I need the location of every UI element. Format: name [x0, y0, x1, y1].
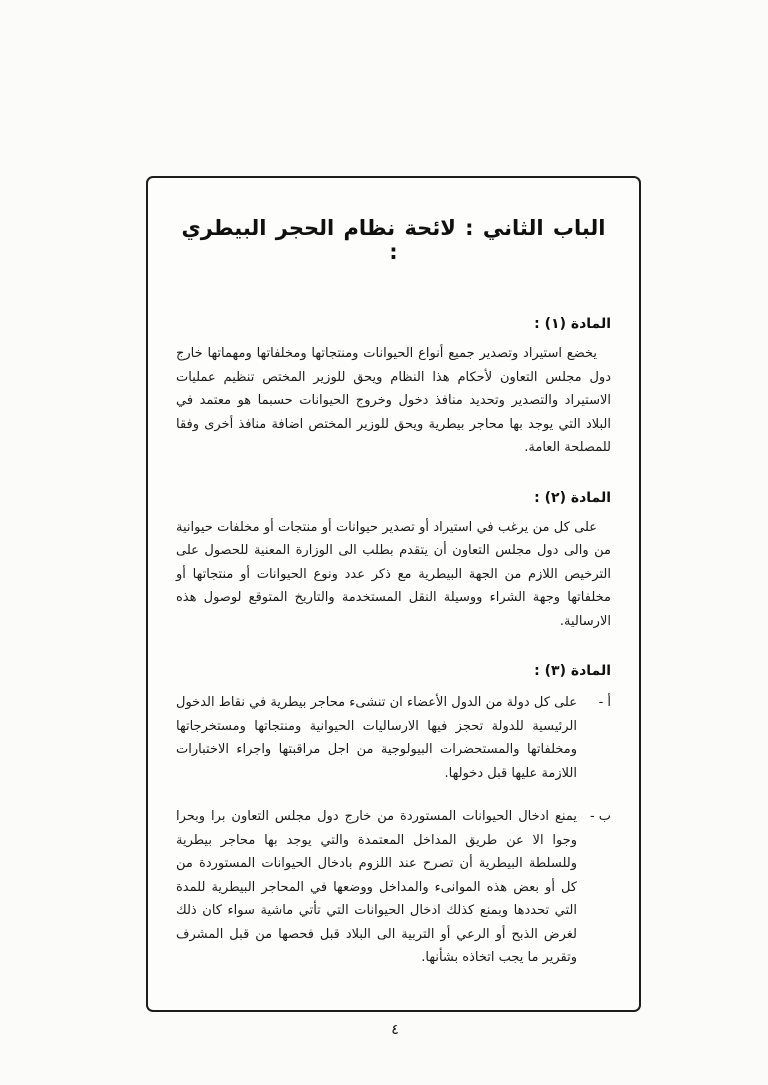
item-a-marker: أ - — [598, 695, 611, 710]
article-2-heading: المادة (٢) : — [534, 489, 611, 506]
article-2-body: على كل من يرغب في استيراد أو تصدير حيوانات أو منتجات أو مخلفات حيوانية من والى دول مجلس التعاون أن يتقدم بطلب الى الوزارة المعنية للحصول على الترخيص اللازم من الجهة البيطرية مع ذكر عدد ونوع الحيوانات أو منتجاتها أو مخلفاتها وجهة الشراء ووسيلة النقل المستخدمة والتاريخ المتوقع لوصول هذه الارسالية. — [176, 519, 611, 629]
article-3-heading: المادة (٣) : — [534, 663, 611, 679]
item-b-body: يمنع ادخال الحيوانات المستوردة من خارج دول مجلس التعاون برا وبحرا وجوا الا عن طريق المداخل المعتمدة والتي يوجد بها محاجر بيطرية وللسلطة البيطرية أن تصرح عند اللزوم بادخال الحيوانات المستوردة من كل أو بعض هذه الموانىء والمداخل ووضعها في المحاجر البيطرية للمدة التي تحددها وبمنع كذلك ادخال الحيوانات التي تأتي ماشية سواء كان ذلك لغرض الذبح أو الرعي أو التربية الى البلاد قبل فحصها من قبل المشرف وتقرير ما يجب اتخاذه بشأنها. — [176, 809, 577, 965]
item-a-body: على كل دولة من الدول الأعضاء ان تنشىء محاجر بيطرية في نقاط الدخول الرئيسية للدولة تحجز فيها الارساليات الحيوانية ومنتجاتها ومستخرجاتها ومخلفاتها والمستحضرات البيولوجية من اجل مراقبتها واجراء الاختبارات اللازمة عليها قبل دخولها. — [176, 695, 577, 781]
chapter-title: الباب الثاني : لائحة نظام الحجر البيطري : — [181, 216, 606, 264]
page-border-frame — [146, 176, 641, 1012]
page-number: ٤ — [391, 1022, 399, 1038]
article-3 — [176, 663, 611, 970]
item-b-marker: ب - — [589, 809, 611, 824]
article-1-body: يخضع استيراد وتصدير جميع أنواع الحيوانات ومنتجاتها ومخلفاتها ومهماتها خارج دول مجلس التعاون لأحكام هذا النظام ويحق للوزير المختص تنظيم عمليات الاستيراد والتصدير وتحديد منافذ دخول وخروج الحيوانات حسبما هو معتمد في البلاد التي يوجد بها محاجر بيطرية ويحق للوزير المختص اضافة منافذ أخرى وفقا للمصلحة العامة. — [176, 346, 611, 455]
article-3-item-b — [176, 805, 611, 970]
article-1-heading: المادة (١) : — [534, 316, 611, 332]
article-3-item-a — [176, 691, 611, 785]
article-1 — [176, 316, 611, 460]
article-2 — [176, 490, 611, 634]
